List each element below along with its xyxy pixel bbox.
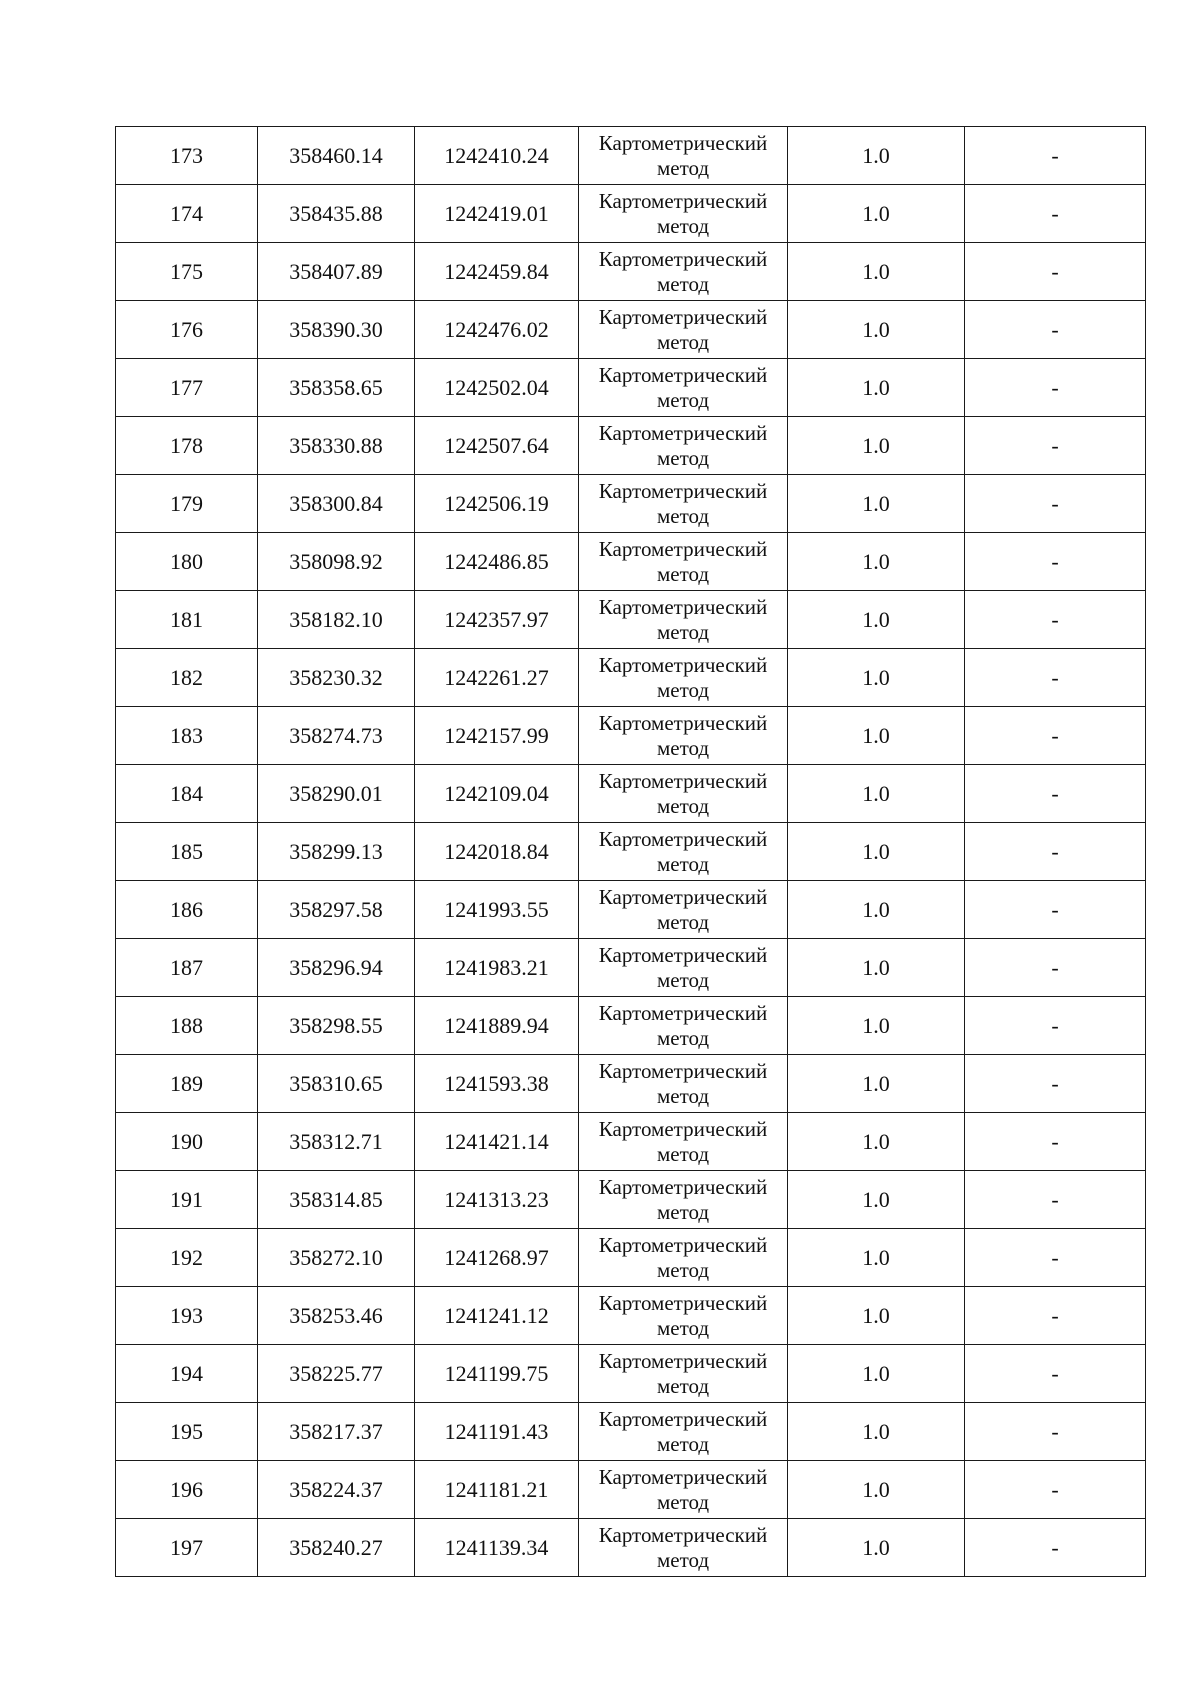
table-row (116, 1461, 1146, 1519)
x-coordinate-cell: 358290.01 (258, 765, 415, 823)
method-cell (579, 1287, 788, 1345)
x-coordinate-cell: 358300.84 (258, 475, 415, 533)
accuracy-cell: 1.0 (788, 359, 965, 417)
point-number-cell: 173 (116, 127, 258, 185)
accuracy-cell: 1.0 (788, 997, 965, 1055)
method-line2: метод (656, 967, 710, 992)
table-row (116, 823, 1146, 881)
x-coordinate-cell: 358296.94 (258, 939, 415, 997)
accuracy-cell: 1.0 (788, 707, 965, 765)
method-line1: Картометрический (598, 1232, 768, 1257)
x-coordinate-cell: 358225.77 (258, 1345, 415, 1403)
note-cell: - (965, 1403, 1146, 1461)
method-line1: Картометрический (598, 304, 768, 329)
note-cell: - (965, 1171, 1146, 1229)
x-coordinate-cell: 358098.92 (258, 533, 415, 591)
method-line2: метод (656, 1025, 710, 1050)
accuracy-cell: 1.0 (788, 823, 965, 881)
method-cell (579, 533, 788, 591)
y-coordinate-cell: 1242157.99 (415, 707, 579, 765)
x-coordinate-cell: 358297.58 (258, 881, 415, 939)
method-cell (579, 301, 788, 359)
x-coordinate-cell: 358272.10 (258, 1229, 415, 1287)
method-line1: Картометрический (598, 1348, 768, 1373)
method-line2: метод (656, 1547, 710, 1572)
method-line1: Картометрический (598, 1464, 768, 1489)
accuracy-cell: 1.0 (788, 417, 965, 475)
y-coordinate-cell: 1242410.24 (415, 127, 579, 185)
note-cell: - (965, 1113, 1146, 1171)
note-cell: - (965, 127, 1146, 185)
method-line1: Картометрический (598, 1174, 768, 1199)
y-coordinate-cell: 1241191.43 (415, 1403, 579, 1461)
y-coordinate-cell: 1241421.14 (415, 1113, 579, 1171)
accuracy-cell: 1.0 (788, 475, 965, 533)
method-line1: Картометрический (598, 768, 768, 793)
table-row (116, 475, 1146, 533)
x-coordinate-cell: 358224.37 (258, 1461, 415, 1519)
y-coordinate-cell: 1242507.64 (415, 417, 579, 475)
accuracy-cell: 1.0 (788, 1345, 965, 1403)
x-coordinate-cell: 358298.55 (258, 997, 415, 1055)
accuracy-cell: 1.0 (788, 1403, 965, 1461)
table-row (116, 301, 1146, 359)
coordinates-table (115, 126, 1146, 1577)
table-row (116, 649, 1146, 707)
point-number-cell: 188 (116, 997, 258, 1055)
method-line1: Картометрический (598, 478, 768, 503)
method-cell (579, 881, 788, 939)
method-line1: Картометрический (598, 1000, 768, 1025)
note-cell: - (965, 417, 1146, 475)
method-cell (579, 649, 788, 707)
table-row (116, 1403, 1146, 1461)
x-coordinate-cell: 358217.37 (258, 1403, 415, 1461)
method-line2: метод (656, 387, 710, 412)
x-coordinate-cell: 358182.10 (258, 591, 415, 649)
y-coordinate-cell: 1242018.84 (415, 823, 579, 881)
method-cell (579, 1403, 788, 1461)
point-number-cell: 191 (116, 1171, 258, 1229)
table-row (116, 1055, 1146, 1113)
y-coordinate-cell: 1242506.19 (415, 475, 579, 533)
note-cell: - (965, 1229, 1146, 1287)
point-number-cell: 183 (116, 707, 258, 765)
note-cell: - (965, 591, 1146, 649)
method-line2: метод (656, 1431, 710, 1456)
table-row (116, 1287, 1146, 1345)
table-row (116, 533, 1146, 591)
accuracy-cell: 1.0 (788, 1055, 965, 1113)
note-cell: - (965, 823, 1146, 881)
method-cell (579, 1519, 788, 1577)
accuracy-cell: 1.0 (788, 301, 965, 359)
y-coordinate-cell: 1241241.12 (415, 1287, 579, 1345)
y-coordinate-cell: 1242459.84 (415, 243, 579, 301)
accuracy-cell: 1.0 (788, 1229, 965, 1287)
table-row (116, 243, 1146, 301)
note-cell: - (965, 1287, 1146, 1345)
table-row (116, 591, 1146, 649)
accuracy-cell: 1.0 (788, 591, 965, 649)
coordinates-table-body (116, 127, 1146, 1577)
x-coordinate-cell: 358407.89 (258, 243, 415, 301)
point-number-cell: 175 (116, 243, 258, 301)
x-coordinate-cell: 358299.13 (258, 823, 415, 881)
y-coordinate-cell: 1241983.21 (415, 939, 579, 997)
method-line2: метод (656, 445, 710, 470)
method-cell (579, 765, 788, 823)
table-row (116, 417, 1146, 475)
point-number-cell: 195 (116, 1403, 258, 1461)
accuracy-cell: 1.0 (788, 881, 965, 939)
method-line2: метод (656, 793, 710, 818)
table-row (116, 359, 1146, 417)
method-cell (579, 939, 788, 997)
method-cell (579, 417, 788, 475)
accuracy-cell: 1.0 (788, 243, 965, 301)
note-cell: - (965, 881, 1146, 939)
method-line1: Картометрический (598, 1406, 768, 1431)
y-coordinate-cell: 1242476.02 (415, 301, 579, 359)
accuracy-cell: 1.0 (788, 185, 965, 243)
method-line2: метод (656, 1257, 710, 1282)
method-line2: метод (656, 851, 710, 876)
x-coordinate-cell: 358240.27 (258, 1519, 415, 1577)
y-coordinate-cell: 1242502.04 (415, 359, 579, 417)
point-number-cell: 197 (116, 1519, 258, 1577)
method-line1: Картометрический (598, 942, 768, 967)
method-line2: метод (656, 1083, 710, 1108)
x-coordinate-cell: 358310.65 (258, 1055, 415, 1113)
method-cell (579, 185, 788, 243)
method-line1: Картометрический (598, 1058, 768, 1083)
method-line2: метод (656, 213, 710, 238)
method-line1: Картометрический (598, 652, 768, 677)
point-number-cell: 192 (116, 1229, 258, 1287)
table-row (116, 707, 1146, 765)
y-coordinate-cell: 1242486.85 (415, 533, 579, 591)
method-line2: метод (656, 1315, 710, 1340)
note-cell: - (965, 707, 1146, 765)
y-coordinate-cell: 1241139.34 (415, 1519, 579, 1577)
table-row (116, 939, 1146, 997)
point-number-cell: 182 (116, 649, 258, 707)
table-row (116, 1345, 1146, 1403)
x-coordinate-cell: 358358.65 (258, 359, 415, 417)
accuracy-cell: 1.0 (788, 1113, 965, 1171)
method-cell (579, 997, 788, 1055)
accuracy-cell: 1.0 (788, 765, 965, 823)
point-number-cell: 178 (116, 417, 258, 475)
x-coordinate-cell: 358253.46 (258, 1287, 415, 1345)
y-coordinate-cell: 1241181.21 (415, 1461, 579, 1519)
y-coordinate-cell: 1242261.27 (415, 649, 579, 707)
method-line2: метод (656, 735, 710, 760)
accuracy-cell: 1.0 (788, 127, 965, 185)
method-line2: метод (656, 677, 710, 702)
method-line1: Картометрический (598, 884, 768, 909)
x-coordinate-cell: 358314.85 (258, 1171, 415, 1229)
x-coordinate-cell: 358435.88 (258, 185, 415, 243)
method-cell (579, 1113, 788, 1171)
note-cell: - (965, 939, 1146, 997)
point-number-cell: 180 (116, 533, 258, 591)
x-coordinate-cell: 358330.88 (258, 417, 415, 475)
method-line2: метод (656, 155, 710, 180)
method-line1: Картометрический (598, 1290, 768, 1315)
method-line2: метод (656, 329, 710, 354)
method-cell (579, 1461, 788, 1519)
note-cell: - (965, 1461, 1146, 1519)
note-cell: - (965, 533, 1146, 591)
accuracy-cell: 1.0 (788, 1171, 965, 1229)
point-number-cell: 184 (116, 765, 258, 823)
table-row (116, 1113, 1146, 1171)
point-number-cell: 190 (116, 1113, 258, 1171)
accuracy-cell: 1.0 (788, 1461, 965, 1519)
method-line1: Картометрический (598, 1522, 768, 1547)
accuracy-cell: 1.0 (788, 533, 965, 591)
note-cell: - (965, 1345, 1146, 1403)
method-cell (579, 359, 788, 417)
note-cell: - (965, 359, 1146, 417)
point-number-cell: 177 (116, 359, 258, 417)
y-coordinate-cell: 1242419.01 (415, 185, 579, 243)
point-number-cell: 186 (116, 881, 258, 939)
method-cell (579, 1229, 788, 1287)
method-line1: Картометрический (598, 536, 768, 561)
point-number-cell: 179 (116, 475, 258, 533)
method-line1: Картометрический (598, 246, 768, 271)
method-line1: Картометрический (598, 420, 768, 445)
point-number-cell: 185 (116, 823, 258, 881)
point-number-cell: 194 (116, 1345, 258, 1403)
method-line2: метод (656, 909, 710, 934)
accuracy-cell: 1.0 (788, 939, 965, 997)
y-coordinate-cell: 1241268.97 (415, 1229, 579, 1287)
method-line2: метод (656, 503, 710, 528)
method-cell (579, 1345, 788, 1403)
method-line1: Картометрический (598, 362, 768, 387)
table-row (116, 997, 1146, 1055)
point-number-cell: 181 (116, 591, 258, 649)
note-cell: - (965, 185, 1146, 243)
accuracy-cell: 1.0 (788, 1287, 965, 1345)
x-coordinate-cell: 358274.73 (258, 707, 415, 765)
point-number-cell: 174 (116, 185, 258, 243)
x-coordinate-cell: 358390.30 (258, 301, 415, 359)
y-coordinate-cell: 1241199.75 (415, 1345, 579, 1403)
method-cell (579, 823, 788, 881)
y-coordinate-cell: 1242109.04 (415, 765, 579, 823)
method-line2: метод (656, 1373, 710, 1398)
method-cell (579, 1055, 788, 1113)
method-cell (579, 591, 788, 649)
table-row (116, 1519, 1146, 1577)
table-row (116, 127, 1146, 185)
x-coordinate-cell: 358312.71 (258, 1113, 415, 1171)
table-row (116, 881, 1146, 939)
method-cell (579, 127, 788, 185)
table-row (116, 185, 1146, 243)
method-line1: Картометрический (598, 710, 768, 735)
note-cell: - (965, 997, 1146, 1055)
method-line2: метод (656, 1141, 710, 1166)
point-number-cell: 187 (116, 939, 258, 997)
table-row (116, 1229, 1146, 1287)
table-row (116, 1171, 1146, 1229)
accuracy-cell: 1.0 (788, 649, 965, 707)
method-line2: метод (656, 561, 710, 586)
method-line2: метод (656, 619, 710, 644)
point-number-cell: 196 (116, 1461, 258, 1519)
method-line1: Картометрический (598, 188, 768, 213)
method-line2: метод (656, 1199, 710, 1224)
note-cell: - (965, 243, 1146, 301)
note-cell: - (965, 475, 1146, 533)
note-cell: - (965, 301, 1146, 359)
method-cell (579, 707, 788, 765)
method-cell (579, 243, 788, 301)
note-cell: - (965, 1055, 1146, 1113)
note-cell: - (965, 1519, 1146, 1577)
table-row (116, 765, 1146, 823)
x-coordinate-cell: 358460.14 (258, 127, 415, 185)
method-cell (579, 1171, 788, 1229)
method-cell (579, 475, 788, 533)
method-line1: Картометрический (598, 826, 768, 851)
y-coordinate-cell: 1241889.94 (415, 997, 579, 1055)
method-line2: метод (656, 271, 710, 296)
accuracy-cell: 1.0 (788, 1519, 965, 1577)
y-coordinate-cell: 1241593.38 (415, 1055, 579, 1113)
note-cell: - (965, 649, 1146, 707)
method-line2: метод (656, 1489, 710, 1514)
point-number-cell: 189 (116, 1055, 258, 1113)
x-coordinate-cell: 358230.32 (258, 649, 415, 707)
method-line1: Картометрический (598, 130, 768, 155)
method-line1: Картометрический (598, 594, 768, 619)
y-coordinate-cell: 1241313.23 (415, 1171, 579, 1229)
y-coordinate-cell: 1241993.55 (415, 881, 579, 939)
point-number-cell: 176 (116, 301, 258, 359)
point-number-cell: 193 (116, 1287, 258, 1345)
note-cell: - (965, 765, 1146, 823)
y-coordinate-cell: 1242357.97 (415, 591, 579, 649)
method-line1: Картометрический (598, 1116, 768, 1141)
